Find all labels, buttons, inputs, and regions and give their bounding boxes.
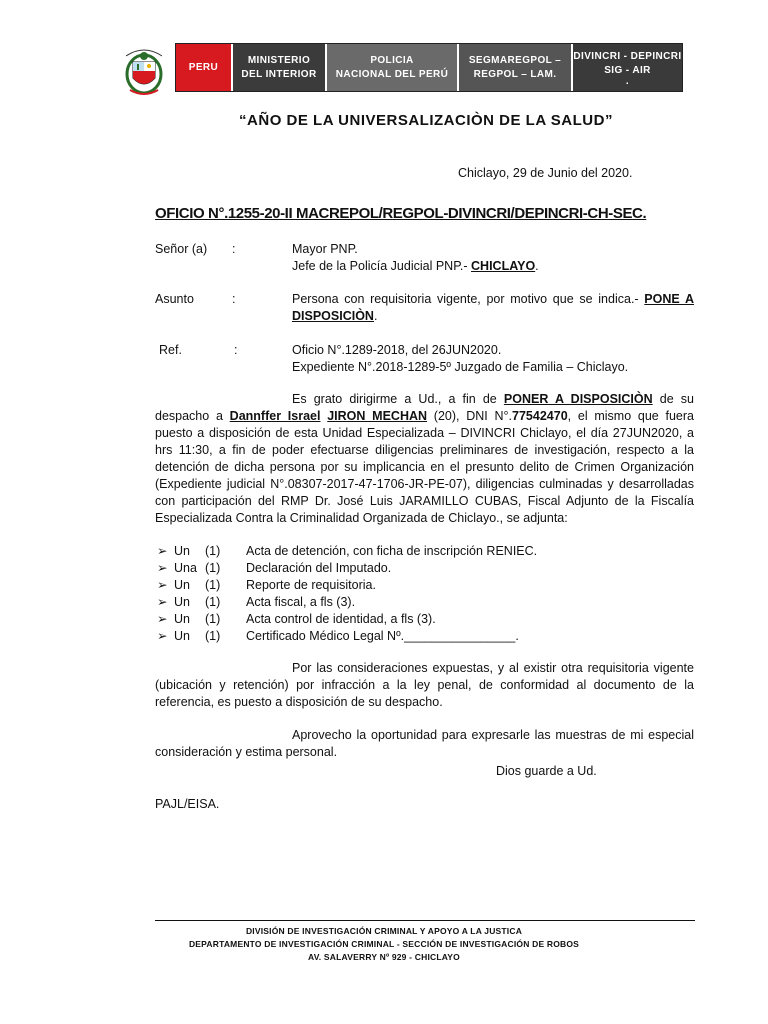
body1-part2: de su despacho a — [155, 392, 694, 423]
attachment-num: (1) — [205, 629, 221, 643]
divincri-cell — [571, 44, 682, 91]
attachment-num: (1) — [205, 561, 221, 575]
divincri-line3: . — [625, 75, 630, 87]
attachment-num: (1) — [205, 544, 221, 558]
attachment-desc: Acta de detención, con ficha de inscripción RENIEC. — [246, 544, 538, 558]
closing-formula: Dios guarde a Ud. — [496, 764, 597, 778]
initials: PAJL/EISA. — [155, 797, 220, 811]
attachment-desc: Acta control de identidad, a fls (3). — [246, 612, 436, 626]
body1-part4: , el mismo que fuera puesto a disposición de esta Unidad Especializada – DIVINCRI Chiclayo, el día 27JUN2020, a hrs 11:30, a fin de poder efectuarse diligencias preliminares de investigación, respecto a la detención de dicha persona por su implicancia en el presunto delito de Crimen Organización (Expediente judicial N°.08307-2017-47-1706-JR-PE-07), diligencias culminadas y desarrolladas con participación del RMP Dr. José Luis JARAMILLO CUBAS, Fiscal Adjunto de la Fiscalía Especializada Contra la Criminalidad Organizada de Chiclayo., se adjunta: — [155, 409, 694, 525]
ref-line1: Oficio N°.1289-2018, del 26JUN2020. — [292, 343, 502, 357]
footer-line-1: DIVISIÓN DE INVESTIGACIÓN CRIMINAL Y APOYO A LA JUSTICA — [245, 926, 523, 936]
asunto-text — [292, 291, 694, 325]
attachment-desc: Certificado Médico Legal Nº.________________. — [246, 629, 519, 643]
attachment-desc: Reporte de requisitoria. — [246, 578, 376, 592]
ref-label: Ref. — [159, 343, 182, 357]
asunto-body: Persona con requisitoria vigente, por motivo que se indica.- — [292, 292, 645, 306]
body1-part3: (20), DNI N°. — [427, 409, 513, 423]
detainee-first-name: Dannffer Israel — [229, 409, 321, 423]
oficio-number: OFICIO N°.1255-20-II MACREPOL/REGPOL-DIVINCRI/DEPINCRI-CH-SEC. — [155, 205, 647, 222]
arrow-bullet-icon: ➢ — [157, 629, 168, 643]
attachment-qty: Un — [174, 544, 190, 558]
senor-line2-prefix: Jefe de la Policía Judicial PNP.- — [292, 259, 472, 273]
attachment-num: (1) — [205, 612, 221, 626]
institution-header — [175, 43, 683, 92]
asunto-colon: : — [232, 292, 236, 306]
body-paragraph-1 — [155, 391, 694, 527]
senor-colon: : — [232, 242, 236, 256]
attachment-qty: Un — [174, 629, 190, 643]
police-line1: POLICIA — [370, 54, 414, 66]
attachment-num: (1) — [205, 578, 221, 592]
police-cell — [325, 44, 457, 91]
national-seal-icon — [118, 40, 170, 98]
attachment-num: (1) — [205, 595, 221, 609]
attachment-qty: Un — [174, 578, 190, 592]
body-paragraph-3: Aprovecho la oportunidad para expresarle las muestras de mi especial consideración y estima personal. — [155, 728, 694, 759]
detainee-last-name: JIRON MECHAN — [327, 409, 428, 423]
attachment-qty: Un — [174, 612, 190, 626]
footer-line-2: DEPARTAMENTO DE INVESTIGACIÓN CRIMINAL - SECCIÓN DE INVESTIGACIÓN DE ROBOS — [188, 939, 580, 949]
ministry-line2: DEL INTERIOR — [241, 68, 317, 80]
year-motto: “AÑO DE LA UNIVERSALIZACIÒN DE LA SALUD” — [239, 112, 613, 129]
footer-divider — [155, 920, 695, 921]
arrow-bullet-icon: ➢ — [157, 561, 168, 575]
detainee-dni: 77542470 — [512, 409, 568, 423]
body1-part1: Es grato dirigirme a Ud., a fin de — [292, 392, 504, 406]
regpol-line2: REGPOL – LAM. — [473, 68, 557, 80]
ref-line2: Expediente N°.2018-1289-5º Juzgado de Familia – Chiclayo. — [292, 360, 629, 374]
asunto-action: PONE A DISPOSICIÒN — [292, 292, 694, 323]
arrow-bullet-icon: ➢ — [157, 544, 168, 558]
attachment-desc: Declaración del Imputado. — [246, 561, 392, 575]
senor-city: CHICLAYO — [471, 259, 536, 273]
attachment-qty: Una — [174, 561, 197, 575]
senor-label: Señor (a) — [155, 242, 208, 256]
senor-line2-end: . — [535, 259, 539, 273]
body1-action: PONER A DISPOSICIÒN — [503, 392, 653, 406]
body-paragraph-2: Por las consideraciones expuestas, y al existir otra requisitoria vigente (ubicación y retención) por infracción a la ley penal, de conformidad al documento de la referencia, es puesto a disposición de su despacho. — [155, 661, 694, 709]
arrow-bullet-icon: ➢ — [157, 612, 168, 626]
senor-line2 — [292, 258, 539, 275]
divincri-line2: SIG - AIR — [604, 64, 651, 76]
divincri-line1: DIVINCRI - DEPINCRI — [573, 50, 682, 62]
senor-line1: Mayor PNP. — [292, 242, 358, 256]
asunto-label: Asunto — [155, 292, 194, 306]
peru-label: PERU — [188, 61, 219, 73]
ministry-line1: MINISTERIO — [247, 54, 311, 66]
police-line2: NACIONAL DEL PERÚ — [335, 68, 449, 80]
regpol-cell — [457, 44, 571, 91]
regpol-line1: SEGMAREGPOL – — [468, 54, 562, 66]
place-date: Chiclayo, 29 de Junio del 2020. — [458, 166, 633, 180]
attachment-qty: Un — [174, 595, 190, 609]
attachment-desc: Acta fiscal, a fls (3). — [246, 595, 356, 609]
ref-colon: : — [234, 343, 238, 357]
arrow-bullet-icon: ➢ — [157, 578, 168, 592]
peru-label-cell — [176, 44, 231, 91]
asunto-end: . — [373, 309, 378, 323]
ministry-cell — [231, 44, 325, 91]
footer-line-3: AV. SALAVERRY Nº 929 - CHICLAYO — [308, 952, 460, 962]
arrow-bullet-icon: ➢ — [157, 595, 168, 609]
